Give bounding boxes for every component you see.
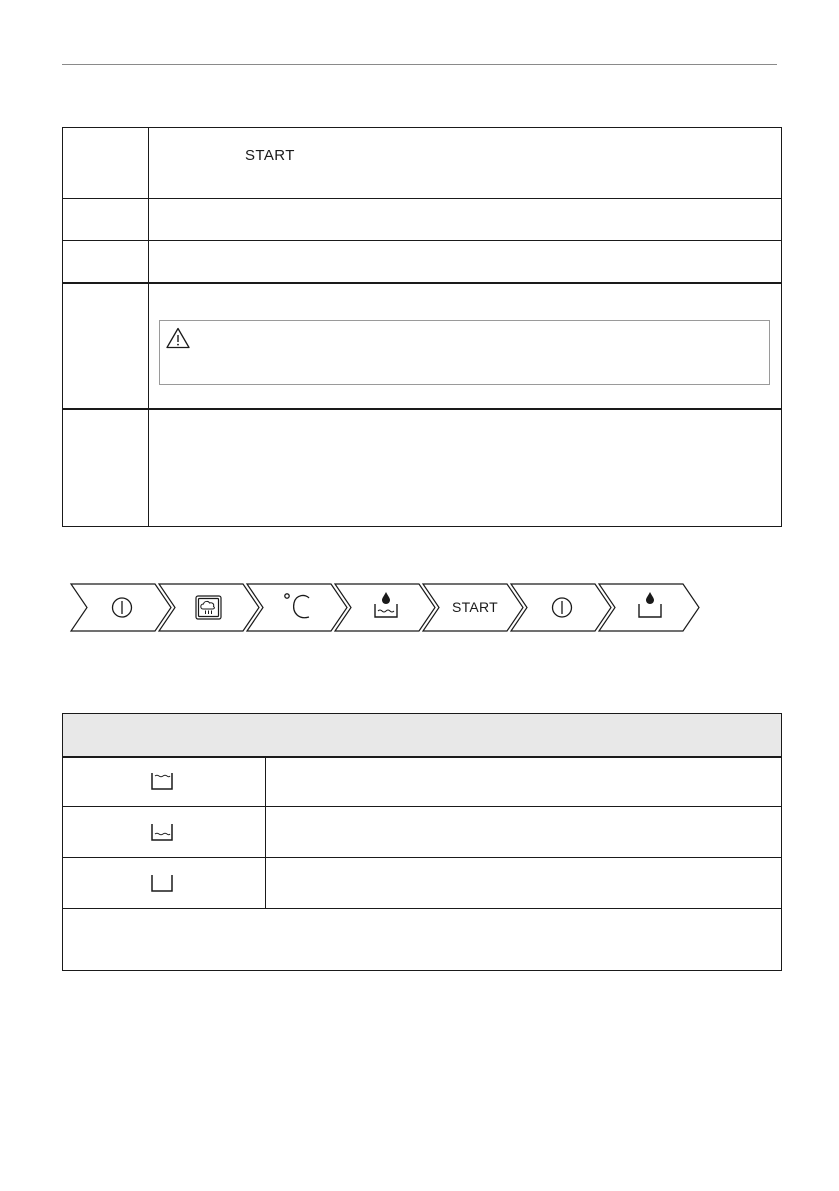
chevron-2 [159,584,259,631]
row-separator [63,857,781,858]
water-tank-fill-icon [375,592,397,617]
row-separator [63,408,781,410]
row-separator [63,806,781,807]
chevron-3 [247,584,347,631]
row-separator [63,908,781,909]
celsius-icon [285,594,309,618]
tank-empty-icon [149,872,175,894]
power-icon [113,598,132,617]
chevron-outlines [71,583,701,633]
steps-table [62,127,782,527]
column-divider [265,758,266,909]
chevron-7 [599,584,699,631]
step-start-label: START [245,147,295,164]
column-divider [148,128,149,526]
chevron-1 [71,584,171,631]
warning-icon [166,327,190,349]
row-separator [63,198,781,199]
warning-box [159,320,770,385]
tank-half-icon [149,821,175,843]
header-rule [62,64,777,65]
table-header [63,714,781,758]
step-sequence [71,583,701,633]
row-separator [63,240,781,241]
indicator-table [62,713,782,971]
steam-function-icon [196,596,221,619]
tank-full-icon [149,770,175,792]
start-label: START [451,599,499,615]
chevron-4 [335,584,435,631]
chevron-6 [511,584,611,631]
power-icon [553,598,572,617]
row-separator [63,282,781,284]
water-drop-tank-icon [639,592,661,617]
